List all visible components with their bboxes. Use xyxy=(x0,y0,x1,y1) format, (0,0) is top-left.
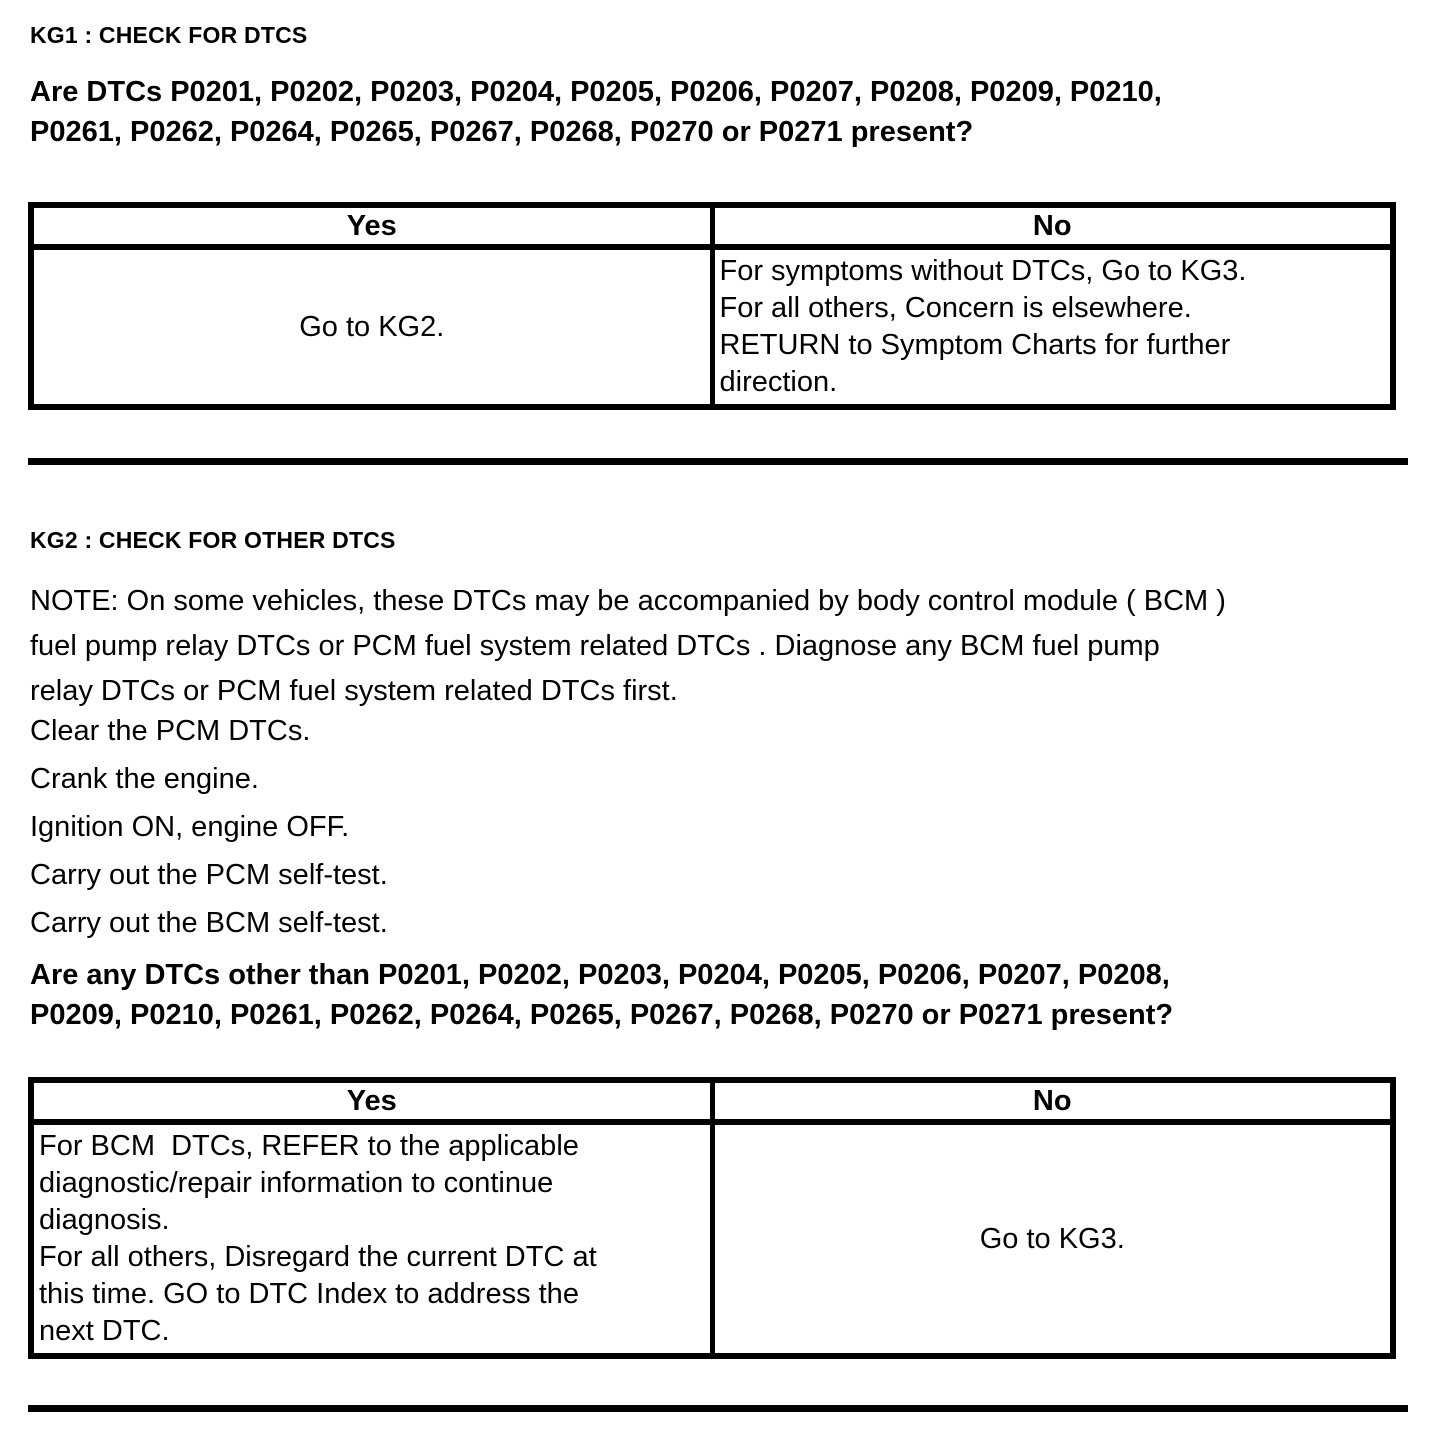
kg2-no-action-cell xyxy=(712,1122,1393,1356)
kg2-yes-action-line: next DTC. xyxy=(39,1315,170,1347)
kg1-yes-action-text: Go to KG2. xyxy=(299,310,445,343)
question-kg1 xyxy=(30,72,1456,152)
procedure-step: Crank the engine. xyxy=(30,763,259,795)
kg2-yes-action-cell xyxy=(31,1122,712,1356)
decision-table-kg1 xyxy=(28,202,1396,410)
note-paragraph xyxy=(30,579,1456,714)
kg2-yes-action-line: For all others, Disregard the current DTC at xyxy=(39,1241,597,1273)
section-divider xyxy=(28,458,1408,465)
note-line: fuel pump relay DTCs or PCM fuel system related DTCs . Diagnose any BCM fuel pump xyxy=(30,630,1160,662)
note-line: relay DTCs or PCM fuel system related DTCs first. xyxy=(30,675,678,707)
kg1-no-action-line: For symptoms without DTCs, Go to KG3. xyxy=(719,255,1247,287)
table-body-row xyxy=(31,1122,1393,1356)
question-kg2-line-1: Are any DTCs other than P0201, P0202, P0203, P0204, P0205, P0206, P0207, P0208, xyxy=(30,959,1170,991)
table-header-row xyxy=(31,1080,1393,1122)
decision-table-kg2 xyxy=(28,1077,1396,1359)
question-kg2-line-2: P0209, P0210, P0261, P0262, P0264, P0265, P0267, P0268, P0270 or P0271 present? xyxy=(30,999,1174,1031)
kg2-yes-action-line: For BCM DTCs, REFER to the applicable xyxy=(39,1130,579,1162)
table-header-row xyxy=(31,205,1393,247)
question-kg1-line-2: P0261, P0262, P0264, P0265, P0267, P0268, P0270 or P0271 present? xyxy=(30,116,974,148)
no-column-header: No xyxy=(712,1080,1393,1122)
kg1-no-action-line: direction. xyxy=(719,366,838,398)
section-divider xyxy=(28,1405,1408,1412)
kg2-no-action-text: Go to KG3. xyxy=(979,1222,1125,1255)
procedure-steps xyxy=(30,715,1456,940)
kg1-no-action-line: For all others, Concern is elsewhere. xyxy=(719,292,1192,324)
section-heading-kg1: KG1 : CHECK FOR DTCS xyxy=(30,22,308,48)
yes-column-header: Yes xyxy=(31,205,712,247)
note-line: NOTE: On some vehicles, these DTCs may be accompanied by body control module ( BCM ) xyxy=(30,585,1226,617)
no-column-header: No xyxy=(712,205,1393,247)
question-kg2 xyxy=(30,955,1456,1035)
procedure-step: Clear the PCM DTCs. xyxy=(30,715,311,747)
yes-column-header: Yes xyxy=(31,1080,712,1122)
procedure-step: Carry out the BCM self-test. xyxy=(30,907,388,939)
procedure-step: Ignition ON, engine OFF. xyxy=(30,811,350,843)
question-kg1-line-1: Are DTCs P0201, P0202, P0203, P0204, P0205, P0206, P0207, P0208, P0209, P0210, xyxy=(30,76,1162,108)
kg2-yes-action-line: diagnosis. xyxy=(39,1204,170,1236)
section-heading-kg2: KG2 : CHECK FOR OTHER DTCS xyxy=(30,527,396,553)
kg1-yes-action-cell xyxy=(31,247,712,407)
kg2-yes-action-line: this time. GO to DTC Index to address the xyxy=(39,1278,579,1310)
procedure-step: Carry out the PCM self-test. xyxy=(30,859,388,891)
kg2-yes-action-line: diagnostic/repair information to continue xyxy=(39,1167,554,1199)
kg1-no-action-line: RETURN to Symptom Charts for further xyxy=(719,329,1231,361)
kg1-no-action-cell xyxy=(712,247,1393,407)
section-kg1 xyxy=(30,22,1456,410)
table-body-row xyxy=(31,247,1393,407)
section-kg2 xyxy=(30,527,1456,1359)
